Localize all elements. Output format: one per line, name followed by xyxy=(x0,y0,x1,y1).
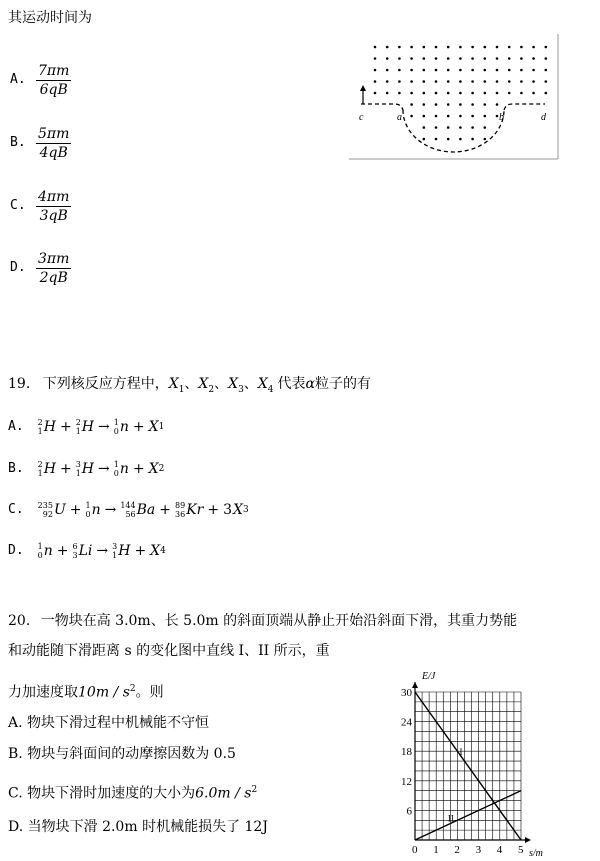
field-dot xyxy=(423,138,426,141)
nuclide-h2 xyxy=(38,460,56,478)
field-dot xyxy=(447,46,450,49)
q19-x4: X xyxy=(257,376,268,392)
field-dot xyxy=(532,80,535,83)
h2-charge: 1 xyxy=(75,427,81,436)
point-label-d: d xyxy=(541,112,546,123)
field-dot xyxy=(459,126,462,129)
field-dot xyxy=(386,92,389,95)
plus-sign: + xyxy=(132,461,145,477)
x-tick-label: 1 xyxy=(433,844,439,856)
field-dot xyxy=(484,69,487,72)
field-dot xyxy=(398,69,401,72)
field-dot xyxy=(423,115,426,118)
series-line-2 xyxy=(415,791,521,840)
q19-option-b xyxy=(8,460,164,478)
x-tick-label: 5 xyxy=(518,844,524,856)
y-tick-label: 12 xyxy=(401,775,412,788)
field-dot xyxy=(435,138,438,141)
n-charge: 0 xyxy=(85,510,91,519)
x1-sub: 1 xyxy=(158,422,165,432)
h3-mass: 3 xyxy=(75,460,81,469)
nuclide-h2 xyxy=(76,418,94,436)
field-dot xyxy=(496,69,499,72)
field-dot xyxy=(410,80,413,83)
q20-option-c-exp: 2 xyxy=(251,785,258,795)
field-dot xyxy=(496,92,499,95)
n-mass: 1 xyxy=(85,501,91,510)
n-symbol: n xyxy=(119,419,129,435)
q19-option-a xyxy=(8,418,164,436)
plus-sign: + xyxy=(59,419,72,435)
q18-option-b-fraction xyxy=(36,125,71,162)
field-dot xyxy=(508,46,511,49)
field-dot xyxy=(545,80,548,83)
x3-sub: 3 xyxy=(242,505,249,515)
h2-symbol: H xyxy=(81,419,95,435)
energy-chart xyxy=(388,668,598,860)
nuclide-li6 xyxy=(73,542,93,560)
field-dot xyxy=(447,57,450,60)
field-dot xyxy=(520,46,523,49)
field-dot xyxy=(398,46,401,49)
nuclide-neutron xyxy=(114,460,129,478)
nuclide-ba144 xyxy=(120,501,155,519)
field-dot xyxy=(484,115,487,118)
field-dot xyxy=(386,80,389,83)
q20-option-c-value: 6.0m / s xyxy=(195,785,252,802)
field-dot xyxy=(435,115,438,118)
field-dot xyxy=(471,57,474,60)
q18-option-c-fraction xyxy=(36,188,71,225)
q19-stem-mid: 代表 xyxy=(277,376,306,392)
n-symbol: n xyxy=(119,461,129,477)
point-label-b: b xyxy=(499,112,504,123)
q19-x1: X xyxy=(168,376,179,392)
nuclide-neutron xyxy=(114,418,129,436)
q18-option-c-den: 3qB xyxy=(39,208,68,224)
q19-stem-text: 下列核反应方程中， xyxy=(42,376,169,392)
h2-symbol: H xyxy=(43,461,56,477)
h3-mass: 3 xyxy=(112,542,118,551)
y-axis-label: E/J xyxy=(422,671,436,682)
q18-option-a-den: 6qB xyxy=(39,82,68,98)
q20-option-c-text: C. 物块下滑时加速度的大小为 xyxy=(8,785,196,802)
field-dot xyxy=(447,138,450,141)
q20-line-3 xyxy=(8,680,164,702)
q19-stem xyxy=(8,375,371,399)
n-symbol: n xyxy=(43,543,53,559)
x-symbol: X xyxy=(148,419,159,435)
series-label-1: I xyxy=(459,747,463,758)
q19-sep1: 、 xyxy=(184,376,199,392)
h2-mass: 2 xyxy=(37,418,43,427)
n-mass: 1 xyxy=(113,460,119,469)
field-dot xyxy=(459,115,462,118)
field-dot xyxy=(459,103,462,106)
y-tick-label: 6 xyxy=(406,805,412,818)
q20-line-2: 和动能随下滑距离 s 的变化图中直线 I、II 所示，重 xyxy=(8,643,330,659)
field-dot xyxy=(459,80,462,83)
q20-line-3-post: 。则 xyxy=(135,684,164,701)
q19-x2-sub: 2 xyxy=(208,384,215,395)
field-dot xyxy=(508,57,511,60)
field-dot xyxy=(520,92,523,95)
field-dot xyxy=(545,69,548,72)
field-dot xyxy=(447,80,450,83)
field-dots xyxy=(374,46,547,141)
field-dot xyxy=(520,69,523,72)
q18-option-c-letter: C. xyxy=(10,198,26,213)
q19-option-c xyxy=(8,501,249,519)
h2-symbol: H xyxy=(43,419,56,435)
coefficient-three: 3 xyxy=(223,502,232,518)
y-axis-arrow-icon xyxy=(412,682,418,688)
field-dot xyxy=(435,46,438,49)
field-dot xyxy=(496,103,499,106)
nuclide-h2 xyxy=(38,418,56,436)
field-dot xyxy=(459,138,462,141)
field-dot xyxy=(496,115,499,118)
field-dot xyxy=(374,57,377,60)
q18-option-d-num: 3πm xyxy=(38,251,70,267)
field-dot xyxy=(484,46,487,49)
field-dot xyxy=(435,69,438,72)
h3-charge: 1 xyxy=(112,551,118,560)
q18-option-b-den: 4qB xyxy=(39,145,68,161)
field-dot xyxy=(532,92,535,95)
q19-option-d xyxy=(8,542,166,560)
q20-g-exp: 2 xyxy=(129,684,136,694)
field-dot xyxy=(532,69,535,72)
field-dot xyxy=(459,46,462,49)
field-dot xyxy=(410,92,413,95)
q19-option-a-letter: A. xyxy=(8,419,24,434)
x-symbol: X xyxy=(148,461,159,477)
field-dot xyxy=(410,57,413,60)
q19-x1-sub: 1 xyxy=(178,384,185,395)
field-dot xyxy=(423,126,426,129)
q19-x3: X xyxy=(228,376,239,392)
plus-sign: + xyxy=(159,502,171,518)
field-dot xyxy=(471,92,474,95)
ba-symbol: Ba xyxy=(136,502,156,518)
field-dot xyxy=(484,57,487,60)
q18-option-a-letter: A. xyxy=(10,72,26,87)
field-dot xyxy=(447,103,450,106)
kr-symbol: Kr xyxy=(186,502,204,518)
q19-sep2: 、 xyxy=(214,376,229,392)
x2-sub: 2 xyxy=(158,464,165,474)
field-dot xyxy=(398,92,401,95)
field-dot xyxy=(398,57,401,60)
q20-line-1 xyxy=(8,612,517,630)
field-dot xyxy=(423,80,426,83)
li-charge: 3 xyxy=(72,551,78,560)
field-dot xyxy=(386,57,389,60)
h2-mass: 2 xyxy=(37,460,43,469)
arrowhead-icon xyxy=(360,85,366,91)
q18-option-c-num: 4πm xyxy=(38,189,70,205)
u-symbol: U xyxy=(53,502,66,518)
field-dot xyxy=(471,80,474,83)
plus-sign: + xyxy=(207,502,220,518)
field-dot xyxy=(423,57,426,60)
field-dot xyxy=(532,57,535,60)
q18-option-d-fraction xyxy=(36,250,71,287)
field-dot xyxy=(447,115,450,118)
q20-line-3-pre: 力加速度取 xyxy=(8,684,78,701)
q18-option-d-letter: D. xyxy=(10,260,26,275)
field-dot xyxy=(423,92,426,95)
semicircle-boundary xyxy=(403,110,504,152)
q19-x3-sub: 3 xyxy=(238,384,244,395)
ba-mass: 144 xyxy=(120,501,136,510)
x-axis-label: s/m xyxy=(529,848,543,859)
field-dot xyxy=(545,92,548,95)
plus-sign: + xyxy=(56,543,69,559)
q20-line-1-text: 一物块在高 3.0m、长 5.0m 的斜面顶端从静止开始沿斜面下滑，其重力势能 xyxy=(40,613,518,629)
field-dot xyxy=(484,80,487,83)
arrow-icon: → xyxy=(96,543,109,559)
plus-sign: + xyxy=(132,419,145,435)
x-tick-label: 0 xyxy=(412,844,418,856)
series-line-1 xyxy=(415,692,521,840)
field-dot xyxy=(398,80,401,83)
q18-option-a-num: 7πm xyxy=(38,63,70,79)
y-tick-label: 24 xyxy=(401,716,412,729)
field-dot xyxy=(435,80,438,83)
kr-mass: 89 xyxy=(175,501,186,510)
field-dot xyxy=(410,46,413,49)
q20-option-c xyxy=(8,781,257,803)
x-symbol: X xyxy=(150,543,161,559)
point-label-c: c xyxy=(359,112,364,123)
h3-charge: 1 xyxy=(75,469,81,478)
x-axis-arrow-icon xyxy=(525,837,531,843)
field-dot xyxy=(410,115,413,118)
chart-series xyxy=(415,692,521,840)
field-dot xyxy=(435,103,438,106)
q20-option-d: D. 当物块下滑 2.0m 时机械能损失了 12J xyxy=(8,819,268,835)
q20-number: 20. xyxy=(8,613,31,629)
field-dot xyxy=(410,69,413,72)
arrow-icon: → xyxy=(98,461,110,477)
field-dot xyxy=(484,138,487,141)
n-charge: 0 xyxy=(37,551,43,560)
field-dot xyxy=(459,69,462,72)
q18-option-d-den: 2qB xyxy=(39,270,68,286)
nuclide-h3 xyxy=(76,460,94,478)
field-dot xyxy=(532,46,535,49)
field-dot xyxy=(459,92,462,95)
field-dot xyxy=(447,126,450,129)
q18-option-b-num: 5πm xyxy=(38,126,70,142)
h3-symbol: H xyxy=(81,461,95,477)
plus-sign: + xyxy=(134,543,147,559)
q18-option-a-fraction xyxy=(36,62,71,99)
q19-stem-end: 粒子的有 xyxy=(315,376,371,392)
ba-charge: 56 xyxy=(125,510,136,519)
q20-g-value: 10m / s xyxy=(78,684,130,701)
field-dot xyxy=(435,57,438,60)
h2-mass: 2 xyxy=(75,418,81,427)
u-mass: 235 xyxy=(37,501,53,510)
field-dot xyxy=(459,57,462,60)
u-charge: 92 xyxy=(42,510,53,519)
n-charge: 0 xyxy=(113,427,119,436)
field-dot xyxy=(508,69,511,72)
field-dot xyxy=(471,69,474,72)
field-dot xyxy=(484,126,487,129)
n-charge: 0 xyxy=(113,469,119,478)
point-label-a: a xyxy=(397,112,402,123)
field-dot xyxy=(520,80,523,83)
field-dot xyxy=(508,80,511,83)
y-tick-label: 18 xyxy=(401,746,412,759)
arrow-icon: → xyxy=(98,419,110,435)
field-dot xyxy=(471,46,474,49)
kr-charge: 36 xyxy=(175,510,186,519)
field-dot xyxy=(386,69,389,72)
h3-symbol: H xyxy=(118,543,131,559)
field-dot xyxy=(374,80,377,83)
n-mass: 1 xyxy=(113,418,119,427)
nuclide-kr89 xyxy=(175,501,203,519)
x-symbol: X xyxy=(233,502,243,518)
q19-x4-sub: 4 xyxy=(267,384,274,395)
chart-ticks xyxy=(401,687,524,856)
x4-sub: 4 xyxy=(160,546,166,556)
field-dot xyxy=(374,92,377,95)
field-dot xyxy=(423,103,426,106)
nuclide-neutron xyxy=(85,501,100,519)
field-dot xyxy=(423,69,426,72)
field-dot xyxy=(471,126,474,129)
magnetic-field-figure xyxy=(347,32,560,160)
field-dot xyxy=(496,80,499,83)
y-tick-label: 30 xyxy=(401,687,412,699)
q20-option-a: A. 物块下滑过程中机械能不守恒 xyxy=(8,715,210,731)
field-dot xyxy=(435,92,438,95)
plus-sign: + xyxy=(69,502,82,518)
nuclide-u235 xyxy=(38,501,66,519)
q19-number: 19. xyxy=(8,376,31,392)
field-dot xyxy=(484,103,487,106)
plus-sign: + xyxy=(59,461,72,477)
field-dot xyxy=(471,103,474,106)
q19-alpha: α xyxy=(305,376,315,392)
arrow-icon: → xyxy=(104,502,117,518)
field-dot xyxy=(545,57,548,60)
nuclide-h3 xyxy=(112,542,130,560)
nuclide-neutron xyxy=(38,542,53,560)
field-dot xyxy=(447,92,450,95)
x-tick-label: 3 xyxy=(475,844,482,856)
h2-charge: 1 xyxy=(37,469,43,478)
field-dot xyxy=(496,46,499,49)
q19-sep3: 、 xyxy=(243,376,258,392)
field-dot xyxy=(374,69,377,72)
field-dot xyxy=(435,126,438,129)
li-symbol: Li xyxy=(78,543,93,559)
field-dot xyxy=(423,46,426,49)
x-tick-label: 4 xyxy=(496,844,503,856)
field-dot xyxy=(471,138,474,141)
li-mass: 6 xyxy=(72,542,78,551)
q18-option-b-letter: B. xyxy=(10,135,26,150)
field-dot xyxy=(374,46,377,49)
q19-x2: X xyxy=(198,376,209,392)
field-dot xyxy=(496,57,499,60)
field-dot xyxy=(386,46,389,49)
field-dot xyxy=(447,69,450,72)
field-dot xyxy=(410,103,413,106)
h2-charge: 1 xyxy=(37,427,43,436)
field-dot xyxy=(508,92,511,95)
q20-option-b: B. 物块与斜面间的动摩擦因数为 0.5 xyxy=(8,746,236,762)
x-tick-label: 2 xyxy=(454,844,460,856)
series-label-2: II xyxy=(447,813,454,824)
field-dot xyxy=(545,46,548,49)
field-dot xyxy=(471,115,474,118)
boundary-line xyxy=(361,104,545,110)
n-mass: 1 xyxy=(37,542,43,551)
q19-option-d-letter: D. xyxy=(8,543,24,558)
n-symbol: n xyxy=(91,502,101,518)
q19-option-c-letter: C. xyxy=(8,502,24,517)
q18-stem-tail: 其运动时间为 xyxy=(8,10,92,26)
field-dot xyxy=(484,92,487,95)
field-dot xyxy=(520,57,523,60)
q19-option-b-letter: B. xyxy=(8,461,24,476)
